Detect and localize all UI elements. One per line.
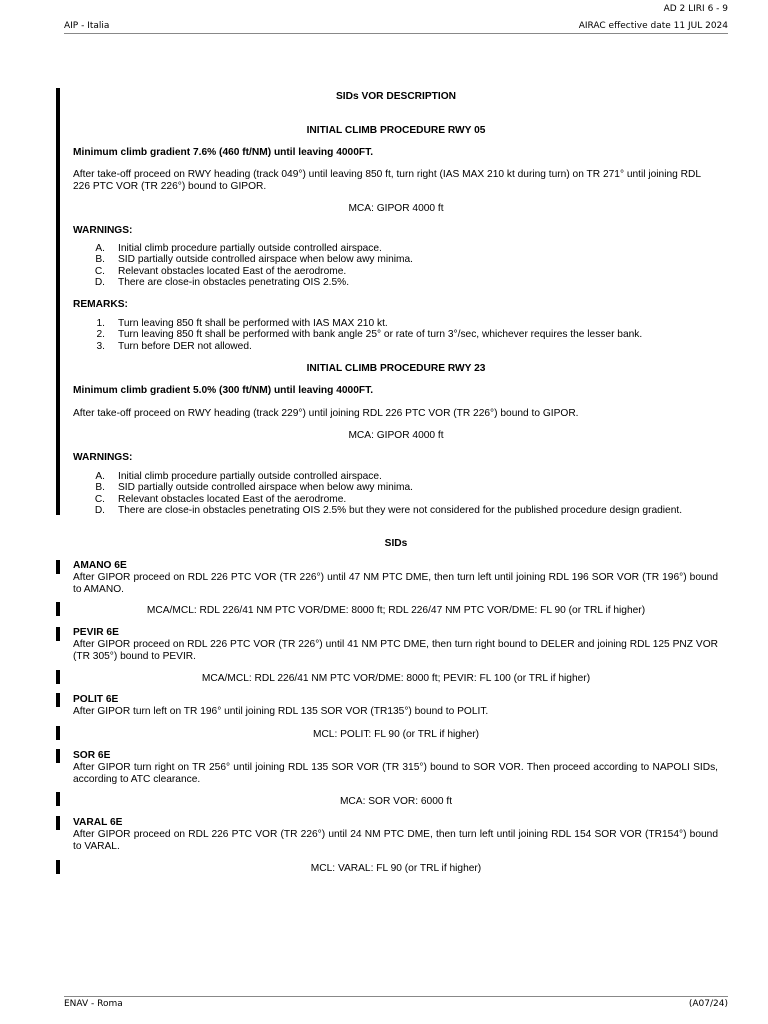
rwy23-mca: MCA: GIPOR 4000 ft xyxy=(348,430,444,441)
change-bar xyxy=(56,560,60,574)
sid-name: VARAL 6E xyxy=(73,817,123,828)
rwy05-mca: MCA: GIPOR 4000 ft xyxy=(348,203,444,214)
rwy05-warnings-list xyxy=(73,243,718,288)
rwy23-warnings-list xyxy=(73,471,718,516)
footer-organization: ENAV - Roma xyxy=(64,999,123,1009)
header-divider xyxy=(64,33,728,34)
sid-name: POLIT 6E xyxy=(73,694,119,705)
change-bar xyxy=(56,816,60,830)
list-item: D. There are close-in obstacles penetrating OIS 2.5%. xyxy=(94,276,350,288)
sid-description: After GIPOR proceed on RDL 226 PTC VOR (TR 226°) until 47 NM PTC DME, then turn left until joining RDL 196 SOR VOR (TR 196°) bound to AMANO. xyxy=(73,572,718,595)
list-item: D. There are close-in obstacles penetrating OIS 2.5% but they were not considered for the published procedure design gradient. xyxy=(94,504,683,516)
change-bar xyxy=(56,88,60,515)
sid-name: SOR 6E xyxy=(73,750,111,761)
sid-description: After GIPOR turn right on TR 256° until joining RDL 135 SOR VOR (TR 315°) bound to SOR VOR. Then proceed according to NAPOLI SIDs, according to ATC clearance. xyxy=(73,762,718,785)
change-bar xyxy=(56,693,60,707)
rwy23-gradient: Minimum climb gradient 5.0% (300 ft/NM) until leaving 4000FT. xyxy=(73,385,374,396)
change-bar xyxy=(56,726,60,740)
change-bar xyxy=(56,860,60,874)
change-bar xyxy=(56,602,60,616)
sid-description: After GIPOR proceed on RDL 226 PTC VOR (TR 226°) until 24 NM PTC DME, then turn left until joining RDL 154 SOR VOR (TR154°) bound to VARAL. xyxy=(73,829,718,852)
list-item: A. Initial climb procedure partially outside controlled airspace. xyxy=(95,471,382,482)
rwy23-heading: INITIAL CLIMB PROCEDURE RWY 23 xyxy=(306,363,486,374)
rwy05-remarks-list xyxy=(73,318,718,352)
rwy05-gradient: Minimum climb gradient 7.6% (460 ft/NM) until leaving 4000FT. xyxy=(73,147,374,158)
change-bar xyxy=(56,749,60,763)
list-item: 3. Turn before DER not allowed. xyxy=(96,340,252,352)
publication-name: AIP - Italia xyxy=(64,21,110,31)
change-bar xyxy=(56,670,60,684)
sid-name: PEVIR 6E xyxy=(73,627,119,638)
list-item: A. Initial climb procedure partially outside controlled airspace. xyxy=(95,243,382,254)
list-item: C. Relevant obstacles located East of the aerodrome. xyxy=(94,493,347,505)
sid-description: After GIPOR turn left on TR 196° until joining RDL 135 SOR VOR (TR135°) bound to POLIT. xyxy=(73,706,489,717)
rwy05-heading: INITIAL CLIMB PROCEDURE RWY 05 xyxy=(306,125,486,136)
sid-limit: MCL: VARAL: FL 90 (or TRL if higher) xyxy=(310,863,482,874)
sid-limit: MCL: POLIT: FL 90 (or TRL if higher) xyxy=(312,729,480,740)
rwy23-warnings-label: WARNINGS: xyxy=(73,452,133,463)
airac-date: AIRAC effective date 11 JUL 2024 xyxy=(578,21,728,31)
footer-amendment: (A07/24) xyxy=(688,999,728,1009)
change-bar xyxy=(56,627,60,641)
sid-limit: MCA/MCL: RDL 226/41 NM PTC VOR/DME: 8000 ft; PEVIR: FL 100 (or TRL if higher) xyxy=(201,673,591,684)
rwy05-remarks-label: REMARKS: xyxy=(73,299,128,310)
document-title: SIDs VOR DESCRIPTION xyxy=(335,91,456,102)
sid-limit: MCA/MCL: RDL 226/41 NM PTC VOR/DME: 8000 ft; RDL 226/47 NM PTC VOR/DME: FL 90 (or TRL if higher) xyxy=(146,605,646,616)
rwy05-warnings-label: WARNINGS: xyxy=(73,225,133,236)
list-item: C. Relevant obstacles located East of the aerodrome. xyxy=(94,265,347,277)
sid-limit: MCA: SOR VOR: 6000 ft xyxy=(339,796,453,807)
list-item: 2. Turn leaving 850 ft shall be performed with bank angle 25° or rate of turn 3°/sec, whichever requires the lesser bank. xyxy=(96,329,643,341)
sids-title: SIDs xyxy=(384,538,408,549)
change-bar xyxy=(56,792,60,806)
page-reference: AD 2 LIRI 6 - 9 xyxy=(663,4,728,14)
rwy05-description: After take-off proceed on RWY heading (track 049°) until leaving 850 ft, turn right (IAS MAX 210 kt during turn) on TR 271° until joining RDL 226 PTC VOR (TR 226°) bound to GIPOR. xyxy=(73,169,701,192)
list-item: B. SID partially outside controlled airspace when below awy minima. xyxy=(95,254,414,266)
footer-divider xyxy=(64,996,728,997)
list-item: B. SID partially outside controlled airspace when below awy minima. xyxy=(95,482,414,494)
list-item: 1. Turn leaving 850 ft shall be performed with IAS MAX 210 kt. xyxy=(96,318,388,329)
rwy23-description: After take-off proceed on RWY heading (track 229°) until joining RDL 226 PTC VOR (TR 226°) bound to GIPOR. xyxy=(73,408,579,419)
sid-name: AMANO 6E xyxy=(73,560,127,571)
sid-description: After GIPOR proceed on RDL 226 PTC VOR (TR 226°) until 41 NM PTC DME, then turn right bound to DELER and joining RDL 125 PNZ VOR (TR 305°) bound to PEVIR. xyxy=(73,639,718,662)
